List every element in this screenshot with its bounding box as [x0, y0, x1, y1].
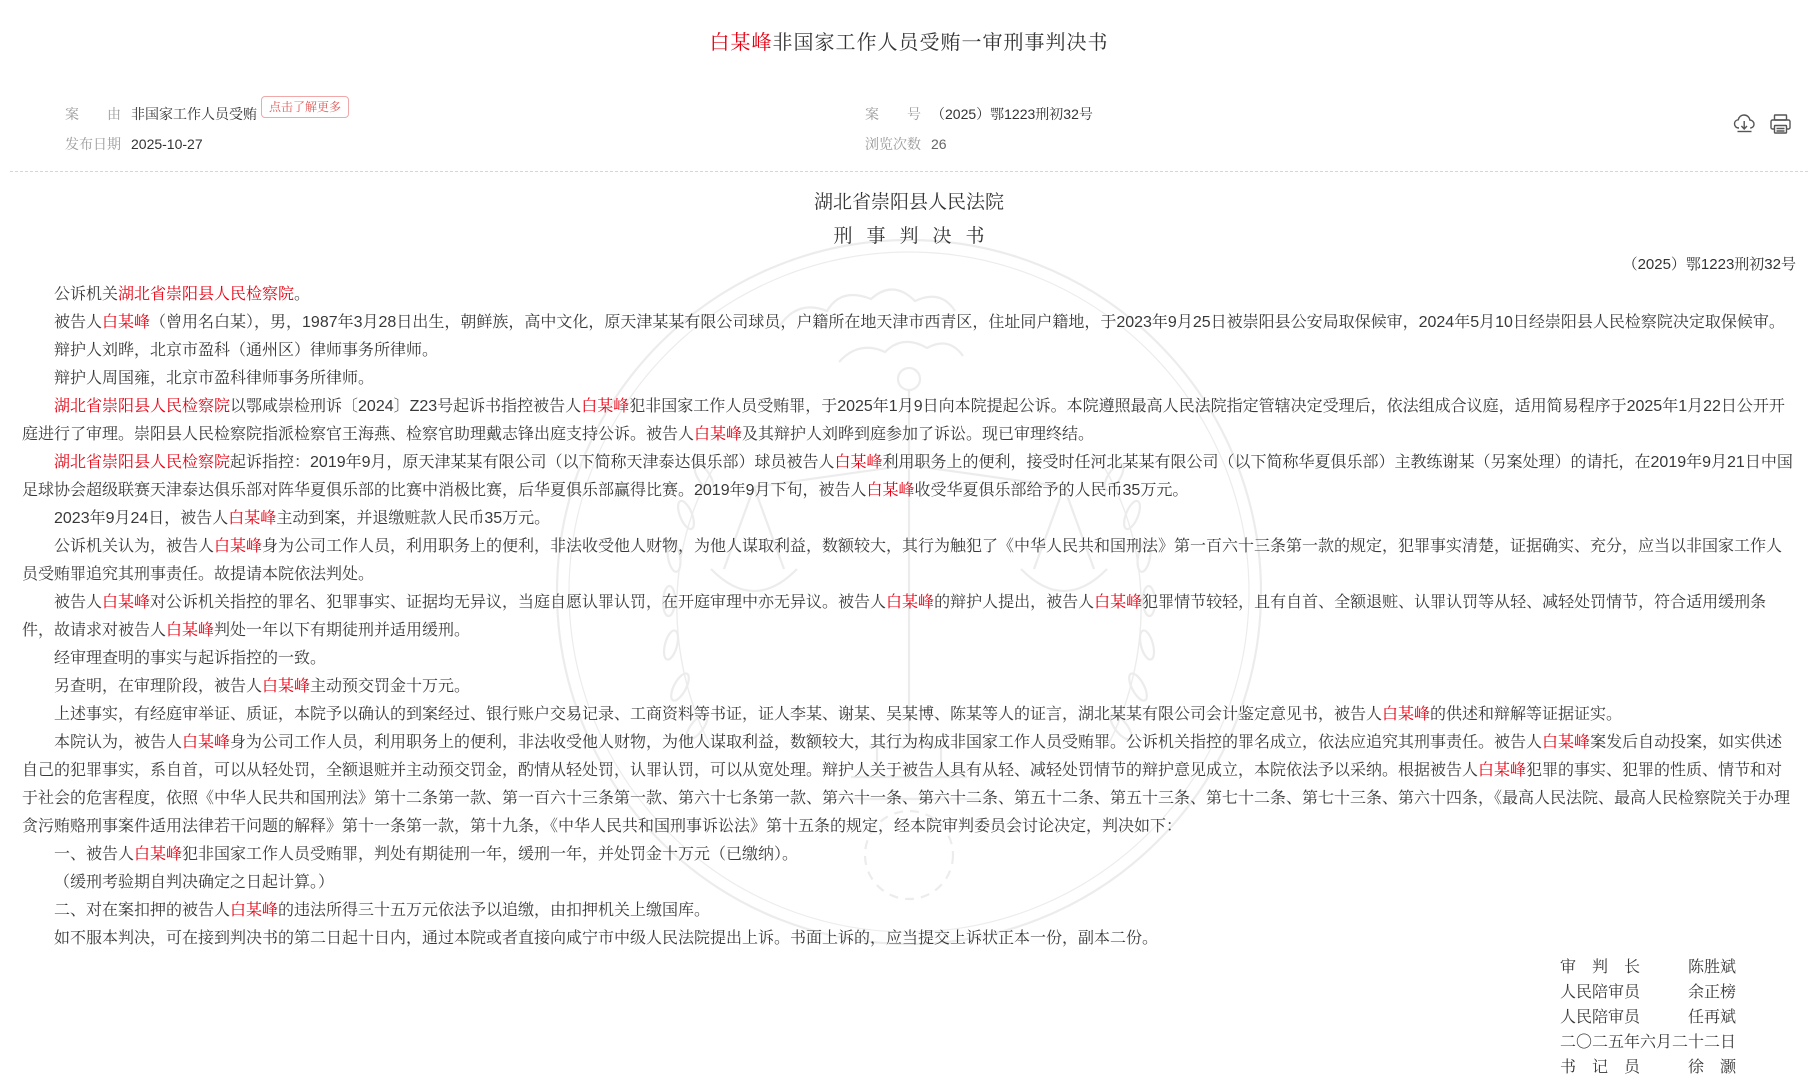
paragraph-text: 收受华夏俱乐部给予的人民币35万元。 — [914, 482, 1189, 499]
judgment-paragraph — [22, 393, 1796, 449]
red-highlight-text: 白某峰 — [228, 510, 277, 527]
judgment-paragraph — [22, 701, 1796, 729]
paragraph-text: 。 — [294, 286, 311, 303]
meta-row-2 — [65, 129, 1818, 159]
judgment-paragraph — [22, 925, 1796, 953]
cause-label: 案 由 — [65, 106, 121, 122]
page-title-rest: 非国家工作人员受贿一审刑事判决书 — [772, 32, 1109, 54]
paragraph-text: 的供述和辩解等证据证实。 — [1430, 706, 1623, 723]
judgment-paragraph — [22, 533, 1796, 589]
red-highlight-text: 白某峰 — [1094, 594, 1143, 611]
signature-block — [22, 955, 1796, 1080]
cause-value: 非国家工作人员受贿 — [131, 106, 257, 122]
judgment-paragraphs — [22, 281, 1796, 953]
paragraph-text: 犯罪的事实、犯罪的性质、情节和对于社会的危害程度，依照《中华人民共和国刑法》第十二条第一款、第一百六十三条第一款、第六十七条第一款、第六十一条、第六十二条、第五十二条、第五十三条、第七十二条、第七十三条、第六十四条，《最高人民法院、最高人民检察院关于办理贪污贿赂刑事案件适用法律若干问题的解释》第十一条第一款，第十九条，《中华人民共和国刑事诉讼法》第十五条的规定，经本院审判委员会讨论决定，判决如下： — [22, 762, 1791, 835]
paragraph-text: 主动预交罚金十万元。 — [310, 678, 471, 695]
red-highlight-text: 白某峰 — [134, 846, 183, 863]
paragraph-text: 的辩护人提出，被告人 — [934, 594, 1095, 611]
red-highlight-text: 白某峰 — [102, 314, 151, 331]
paragraph-text: 主动到案，并退缴赃款人民币35万元。 — [276, 510, 551, 527]
meta-section — [0, 99, 1818, 159]
court-name: 湖北省崇阳县人民法院 — [813, 192, 1004, 213]
signature-line: 审 判 长 陈胜斌 — [1559, 959, 1736, 976]
paragraph-text: 辩护人刘晔，北京市盈科（通州区）律师事务所律师。 — [54, 342, 439, 359]
red-highlight-text: 湖北省崇阳县人民检察院 — [54, 454, 231, 471]
page-title-defendant-name: 白某峰 — [709, 32, 773, 54]
paragraph-text: 经审理查明的事实与起诉指控的一致。 — [54, 650, 327, 667]
paragraph-text: 被告人 — [54, 594, 103, 611]
paragraph-text: 起诉指控：2019年9月，原天津某某有限公司（以下简称天津泰达俱乐部）球员被告人 — [230, 454, 835, 471]
publish-date-label: 发布日期 — [65, 136, 121, 152]
judgment-paragraph — [22, 281, 1796, 309]
document-area — [0, 187, 1818, 1080]
paragraph-text: 判处一年以下有期徒刑并适用缓刑。 — [214, 622, 471, 639]
judgment-paragraph — [22, 505, 1796, 533]
red-highlight-text: 白某峰 — [694, 426, 743, 443]
red-highlight-text: 白某峰 — [886, 594, 935, 611]
publish-date-value: 2025-10-27 — [131, 136, 203, 152]
red-highlight-text: 白某峰 — [230, 902, 279, 919]
paragraph-text: 如不服本判决，可在接到判决书的第二日起十日内，通过本院或者直接向咸宁市中级人民法院提出上诉。书面上诉的，应当提交上诉状正本一份，副本二份。 — [54, 930, 1159, 947]
paragraph-text: 的违法所得三十五万元依法予以追缴，由扣押机关上缴国库。 — [278, 902, 711, 919]
document-content — [22, 187, 1796, 1080]
signature-line: 人民陪审员 任再斌 — [1559, 1009, 1736, 1026]
dashed-separator — [10, 171, 1808, 172]
judgment-paragraph — [22, 645, 1796, 673]
red-highlight-text: 白某峰 — [1382, 706, 1431, 723]
paragraph-text: 一、被告人 — [54, 846, 135, 863]
red-highlight-text: 白某峰 — [262, 678, 311, 695]
paragraph-text: 及其辩护人刘晔到庭参加了诉讼。现已审理终结。 — [742, 426, 1095, 443]
paragraph-text: 另查明，在审理阶段，被告人 — [54, 678, 263, 695]
red-highlight-text: 白某峰 — [866, 482, 915, 499]
paragraph-text: 犯罪情节较轻，且有自首、全额退赃、认罪认罚等从轻、减轻处罚情节，符合适用缓刑条件，故请求对被告人 — [22, 594, 1767, 639]
meta-row-1 — [65, 99, 1818, 129]
paragraph-text: 利用职务上的便利，接受时任河北某某有限公司（以下简称华夏俱乐部）主教练谢某（另案处理）的请托，在2019年9月21日中国足球协会超级联赛天津泰达俱乐部对阵华夏俱乐部的比赛中消极比赛，后华夏俱乐部赢得比赛。2019年9月下旬，被告人 — [22, 454, 1793, 499]
page-title — [0, 0, 1818, 55]
paragraph-text: 以鄂咸崇检刑诉〔2024〕Z23号起诉书指控被告人 — [230, 398, 582, 415]
judgment-paragraph — [22, 841, 1796, 869]
paragraph-text: 对公诉机关指控的罪名、犯罪事实、证据均无异议，当庭自愿认罪认罚，在开庭审理中亦无异议。被告人 — [150, 594, 887, 611]
cloud-download-icon[interactable] — [1733, 113, 1757, 135]
paragraph-text: 本院认为，被告人 — [54, 734, 183, 751]
paragraph-text: 辩护人周国雍，北京市盈科律师事务所律师。 — [54, 370, 375, 387]
paragraph-text: 案发后自动投案，如实供述自己的犯罪事实，系自首，可以从轻处罚，全额退赃并主动预交罚金，酌情从轻处罚，认罪认罚，可以从宽处理。辩护人关于被告人具有从轻、减轻处罚情节的辩护意见成立，本院依法予以采纳。根据被告人 — [22, 734, 1783, 779]
red-highlight-text: 白某峰 — [1542, 734, 1591, 751]
paragraph-text: 公诉机关认为，被告人 — [54, 538, 215, 555]
judgment-paragraph — [22, 337, 1796, 365]
view-count-value: 26 — [931, 136, 947, 152]
paragraph-text: 上述事实，有经庭审举证、质证，本院予以确认的到案经过、银行账户交易记录、工商资料等书证，证人李某、谢某、吴某博、陈某等人的证言，湖北某某有限公司会计鉴定意见书，被告人 — [54, 706, 1383, 723]
judgment-paragraph — [22, 897, 1796, 925]
paragraph-text: 犯非国家工作人员受贿罪，判处有期徒刑一年，缓刑一年，并处罚金十万元（已缴纳）。 — [182, 846, 799, 863]
paragraph-text: 身为公司工作人员，利用职务上的便利，非法收受他人财物，为他人谋取利益，数额较大，其行为触犯了《中华人民共和国刑法》第一百六十三条第一款的规定，犯罪事实清楚，证据确实、充分，应当以非国家工作人员受贿罪追究其刑事责任。故提请本院依法判处。 — [22, 538, 1783, 583]
red-highlight-text: 白某峰 — [834, 454, 883, 471]
signature-line: 人民陪审员 余正榜 — [1559, 984, 1736, 1001]
red-highlight-text: 白某峰 — [182, 734, 231, 751]
red-highlight-text: 白某峰 — [102, 594, 151, 611]
judgment-paragraph — [22, 869, 1796, 897]
paragraph-text: （缓刑考验期自判决确定之日起计算。） — [54, 874, 335, 891]
signature-line: 书 记 员 徐 灏 — [1559, 1059, 1736, 1076]
red-highlight-text: 白某峰 — [166, 622, 215, 639]
judgment-paragraph — [22, 729, 1796, 841]
signature-line: 二〇二五年六月二十二日 — [1559, 1034, 1736, 1051]
document-case-number: （2025）鄂1223刑初32号 — [1622, 256, 1796, 273]
paragraph-text: 身为公司工作人员，利用职务上的便利，非法收受他人财物，为他人谋取利益，数额较大，其行为构成非国家工作人员受贿罪。公诉机关指控的罪名成立，依法应追究其刑事责任。被告人 — [230, 734, 1543, 751]
red-highlight-text: 白某峰 — [581, 398, 630, 415]
paragraph-text: 二、对在案扣押的被告人 — [54, 902, 231, 919]
judgment-paragraph — [22, 673, 1796, 701]
judgment-paragraph — [22, 589, 1796, 645]
paragraph-text: （曾用名白某），男，1987年3月28日出生，朝鲜族，高中文化，原天津某某有限公司球员，户籍所在地天津市西青区，住址同户籍地，于2023年9月25日被崇阳县公安局取保候审，2024年5月10日经崇阳县人民检察院决定取保候审。 — [150, 314, 1785, 331]
printer-icon[interactable] — [1769, 113, 1792, 135]
paragraph-text: 犯非国家工作人员受贿罪，于2025年1月9日向本院提起公诉。本院遵照最高人民法院指定管辖决定受理后，依法组成合议庭，适用简易程序于2025年1月22日公开开庭进行了审理。崇阳县人民检察院指派检察官王海燕、检察官助理戴志锋出庭支持公诉。被告人 — [22, 398, 1785, 443]
document-type-heading: 刑事判决书 — [833, 226, 999, 247]
judgment-paragraph — [22, 309, 1796, 337]
red-highlight-text: 湖北省崇阳县人民检察院 — [54, 398, 231, 415]
judgment-paragraph — [22, 449, 1796, 505]
case-number-label: 案 号 — [865, 106, 921, 122]
red-highlight-text: 白某峰 — [214, 538, 263, 555]
view-count-label: 浏览次数 — [865, 136, 921, 152]
paragraph-text: 被告人 — [54, 314, 103, 331]
learn-more-button[interactable]: 点击了解更多 — [261, 96, 349, 118]
paragraph-text: 2023年9月24日，被告人 — [54, 510, 229, 527]
judgment-paragraph — [22, 365, 1796, 393]
paragraph-text: 公诉机关 — [54, 286, 119, 303]
red-highlight-text: 湖北省崇阳县人民检察院 — [118, 286, 295, 303]
red-highlight-text: 白某峰 — [1478, 762, 1527, 779]
toolbar — [1733, 113, 1792, 135]
case-number-value: （2025）鄂1223刑初32号 — [931, 106, 1093, 122]
